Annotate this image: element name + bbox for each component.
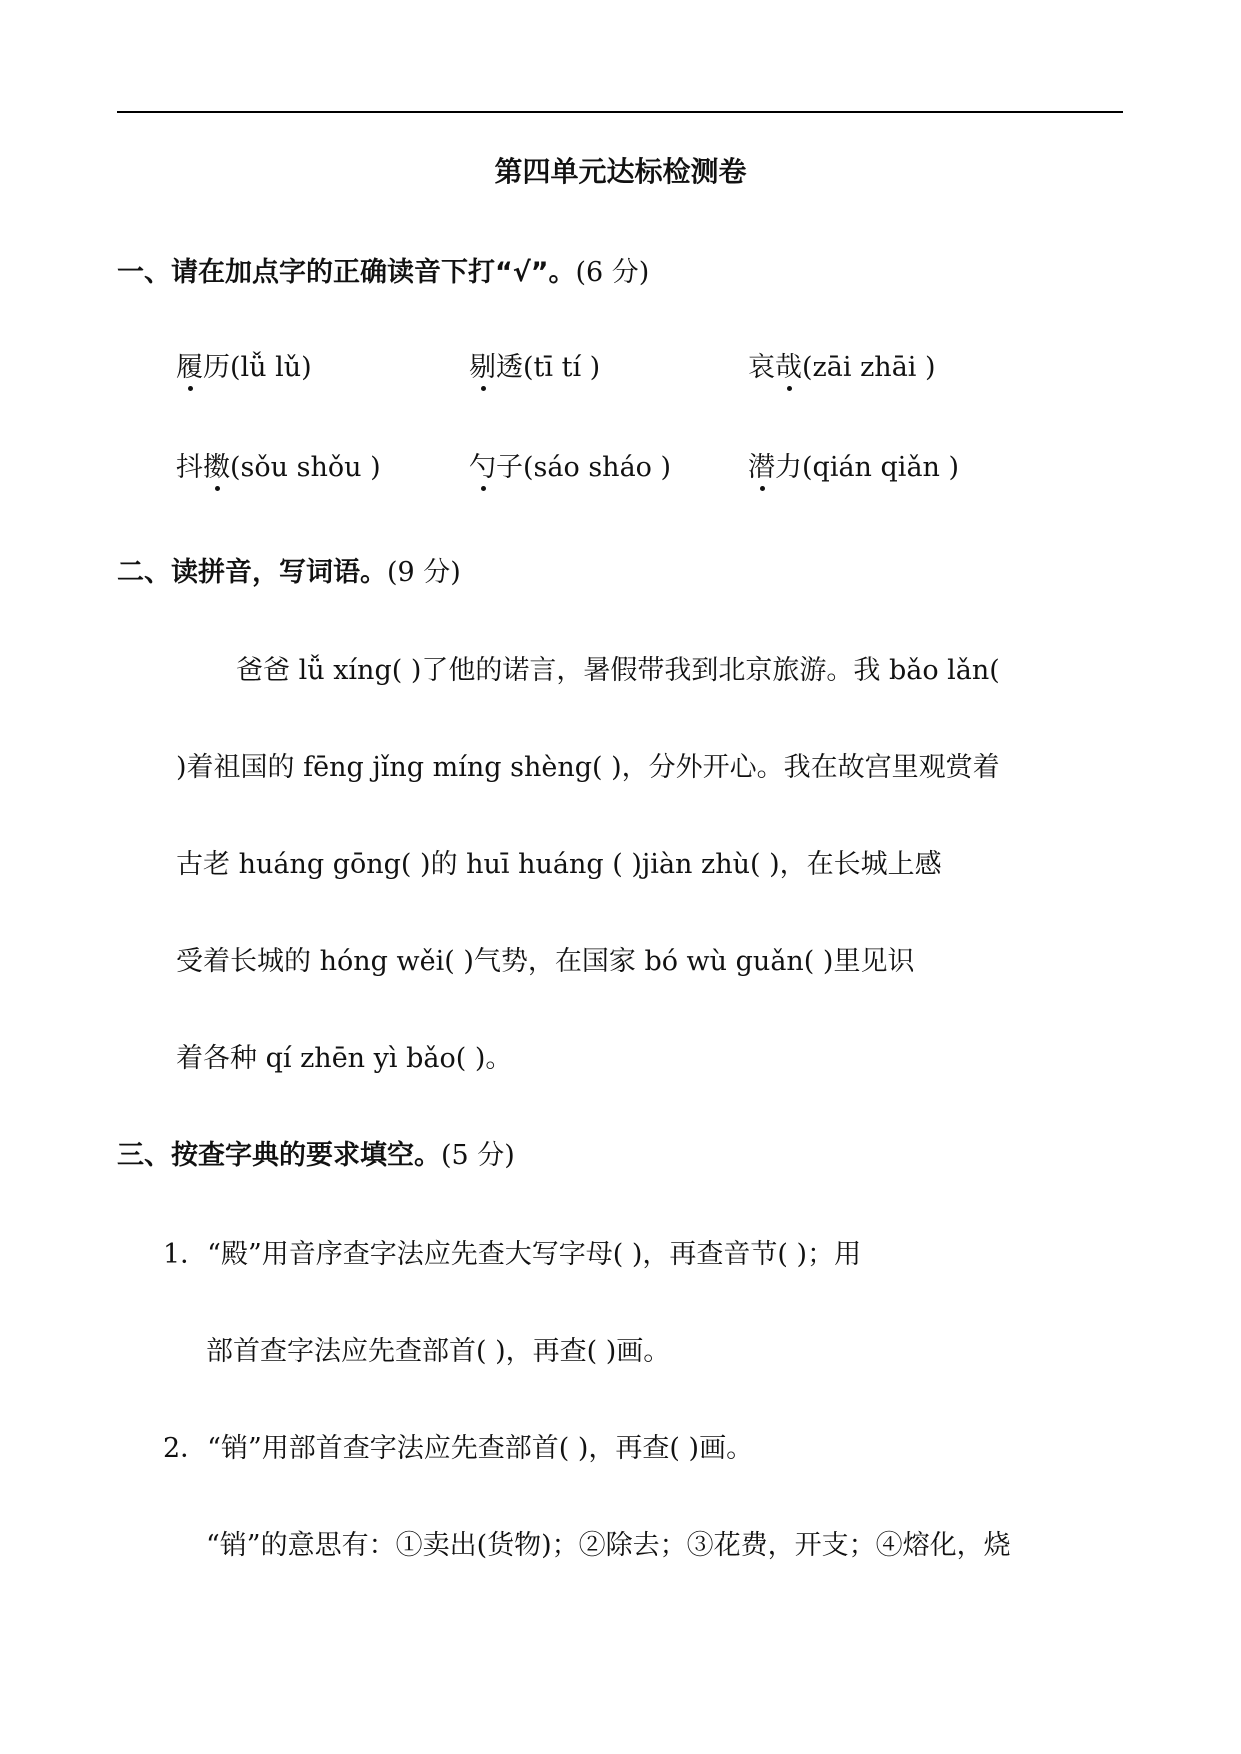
dotted-char: 哉: [775, 345, 802, 384]
pinyin-item-6: [748, 445, 959, 484]
item-text-post: 历(lǚ lǔ): [203, 352, 312, 383]
question-1-line-1: 1．“殿”用音序查字法应先查大写字母( )，再查音节( )；用: [163, 1239, 862, 1270]
dotted-char: 潜: [748, 445, 775, 484]
section3-heading-text: 三、按查字典的要求填空。: [117, 1140, 441, 1171]
section1-score: (6 分): [575, 257, 650, 288]
item-text-post: 透(tī tí ): [496, 352, 601, 383]
item-text-pre: 抖: [176, 452, 203, 483]
paragraph-line-1: 爸爸 lǚ xíng( )了他的诺言，暑假带我到北京旅游。我 bǎo lǎn(: [236, 655, 1000, 686]
dotted-char: 履: [176, 345, 203, 384]
section1-heading-text: 一、请在加点字的正确读音下打“√”。: [117, 257, 576, 288]
paragraph-line-5: 着各种 qí zhēn yì bǎo( )。: [176, 1043, 513, 1074]
section1-heading: [117, 250, 649, 289]
item-text-post: 力(qián qiǎn ): [775, 452, 960, 483]
question-1-line-2: 部首查字法应先查部首( )，再查( )画。: [206, 1336, 671, 1367]
item-text-post: 子(sáo sháo ): [496, 452, 672, 483]
question-2-line-1: 2．“销”用部首查字法应先查部首( )，再查( )画。: [163, 1433, 754, 1464]
dotted-char: 擞: [203, 445, 230, 484]
page-title: 第四单元达标检测卷: [494, 155, 747, 188]
section3-score: (5 分): [441, 1140, 515, 1171]
section2-score: (9 分): [387, 557, 461, 588]
item-text-pre: 哀: [748, 352, 775, 383]
dotted-char: 剔: [469, 345, 496, 384]
paragraph-line-4: 受着长城的 hóng wěi( )气势，在国家 bó wù guǎn( )里见识: [176, 946, 915, 977]
item-text-post: (zāi zhāi ): [802, 352, 936, 383]
section2-heading: [117, 550, 461, 589]
section3-heading: [117, 1133, 515, 1172]
pinyin-item-4: [176, 445, 381, 484]
pinyin-item-3: [748, 345, 936, 384]
item-text-post: (sǒu shǒu ): [230, 452, 381, 483]
section2-heading-text: 二、读拼音，写词语。: [117, 557, 387, 588]
pinyin-item-1: [176, 345, 312, 384]
top-rule: [117, 111, 1123, 113]
pinyin-item-2: [469, 345, 600, 384]
question-2-line-2: “销”的意思有：①卖出(货物)；②除去；③花费，开支；④熔化，烧: [206, 1530, 1011, 1561]
pinyin-item-5: [469, 445, 671, 484]
dotted-char: 勺: [469, 445, 496, 484]
paragraph-line-3: 古老 huáng gōng( )的 huī huáng ( )jiàn zhù( )，在长城上感: [176, 849, 942, 880]
paragraph-line-2: )着祖国的 fēng jǐng míng shèng( )，分外开心。我在故宫里观赏着: [176, 752, 1000, 783]
